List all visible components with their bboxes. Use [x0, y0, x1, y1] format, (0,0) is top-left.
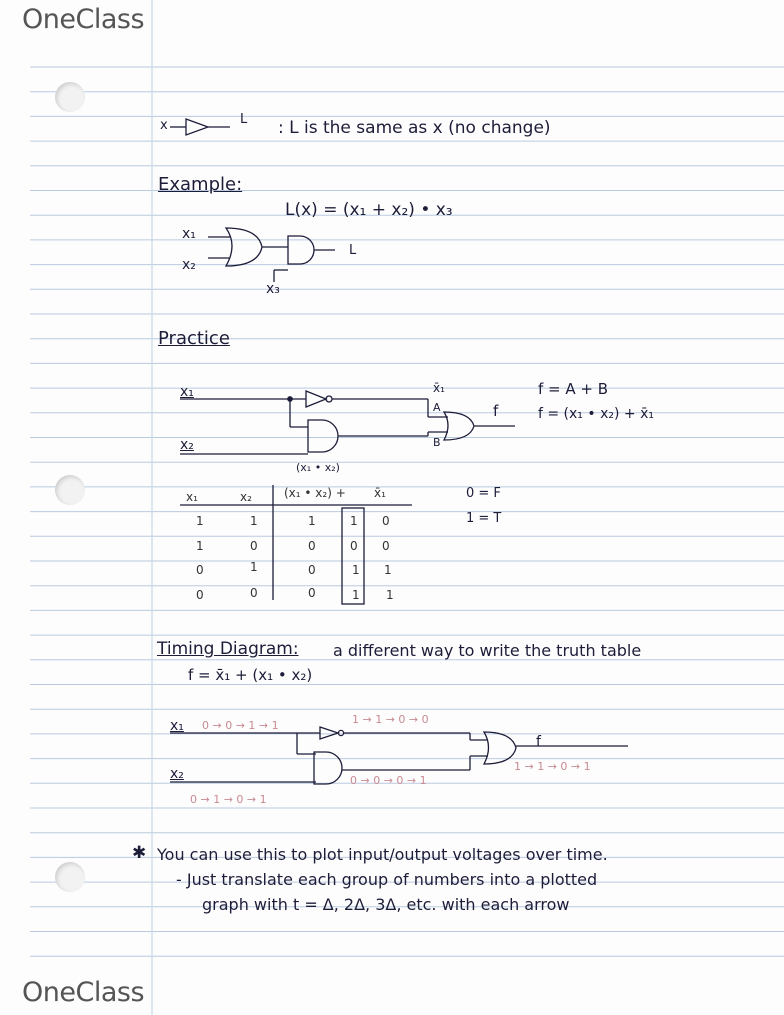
not-gate-icon [320, 727, 338, 739]
star-bullet-icon: ✱ [132, 843, 147, 863]
and-gate-icon [308, 420, 338, 452]
seq-x1: 0 → 0 → 1 → 1 [202, 719, 279, 732]
note-line-1: You can use this to plot input/output voltages over time. [157, 845, 608, 864]
not-gate-icon [306, 391, 326, 407]
example-expression: L(x) = (x₁ + x₂) • x₃ [285, 200, 453, 220]
timing-x1-label: x₁ [170, 718, 184, 734]
example-heading: Example: [158, 174, 243, 195]
truth-table-lines [180, 485, 412, 604]
table-cell: 1 [386, 588, 394, 602]
table-cell: 0 [350, 539, 358, 553]
practice-equation-2: f = (x₁ • x₂) + x̄₁ [538, 406, 654, 422]
timing-equation: f = x̄₁ + (x₁ • x₂) [188, 666, 313, 684]
table-header-x2: x₂ [240, 490, 252, 504]
table-cell: 1 [350, 514, 358, 528]
table-header-and: (x₁ • x₂) + [284, 486, 346, 500]
buffer-input-label: x [160, 118, 168, 133]
practice-circuit [180, 391, 515, 454]
practice-equation-1: f = A + B [538, 380, 609, 398]
or-gate-icon [444, 412, 474, 440]
table-cell: 1 [352, 588, 360, 602]
table-cell: 0 [196, 588, 204, 602]
timing-heading: Timing Diagram: [157, 639, 299, 659]
example-x1-label: x₁ [182, 226, 196, 242]
legend-true: 1 = T [466, 511, 502, 526]
practice-A-label: A [433, 401, 441, 414]
buffer-note-text: : L is the same as x (no change) [278, 118, 551, 138]
practice-f-label: f [493, 402, 499, 420]
oneclass-logo-bottom: OneClass [22, 977, 145, 1008]
table-cell: 0 [250, 539, 258, 553]
table-cell: 0 [196, 563, 204, 577]
oneclass-logo-top: OneClass [22, 4, 145, 35]
table-cell: 0 [308, 539, 316, 553]
table-cell: 0 [382, 514, 390, 528]
practice-not-x1-label: x̄₁ [433, 381, 445, 395]
timing-subtitle: a different way to write the truth table [333, 641, 642, 660]
legend-false: 0 = F [466, 486, 501, 501]
table-cell: 0 [250, 586, 258, 600]
and-gate-icon [262, 236, 335, 282]
table-cell: 1 [196, 539, 204, 553]
practice-x1-label: x₁ [180, 384, 194, 400]
table-cell: 0 [308, 563, 316, 577]
seq-f: 1 → 1 → 0 → 1 [514, 760, 591, 773]
timing-circuit [170, 727, 628, 784]
note-line-2: - Just translate each group of numbers into a plotted [176, 870, 598, 889]
table-cell: 1 [250, 514, 258, 528]
table-cell: 1 [308, 514, 316, 528]
table-cell: 0 [308, 586, 316, 600]
practice-heading: Practice [158, 328, 230, 349]
buffer-gate-icon [170, 119, 230, 135]
table-cell: 1 [250, 560, 258, 574]
and-gate-icon [314, 752, 342, 784]
seq-and: 0 → 0 → 0 → 1 [350, 774, 427, 787]
example-x2-label: x₂ [182, 257, 196, 273]
table-cell: 1 [384, 563, 392, 577]
or-gate-icon [484, 732, 516, 764]
practice-x2-label: x₂ [180, 437, 194, 453]
example-L-label: L [349, 243, 357, 258]
or-gate-icon [208, 228, 262, 266]
seq-x2: 0 → 1 → 0 → 1 [190, 793, 267, 806]
seq-not-x1: 1 → 1 → 0 → 0 [352, 713, 429, 726]
table-cell: 1 [196, 514, 204, 528]
table-header-x1: x₁ [186, 490, 198, 504]
table-cell: 0 [382, 539, 390, 553]
practice-and-term: (x₁ • x₂) [296, 461, 340, 474]
timing-x2-label: x₂ [170, 766, 184, 782]
table-cell: 1 [352, 563, 360, 577]
example-x3-label: x₃ [266, 281, 280, 297]
note-line-3: graph with t = Δ, 2Δ, 3Δ, etc. with each arrow [202, 895, 570, 914]
timing-f-label: f [536, 734, 541, 750]
practice-B-label: B [433, 436, 441, 449]
table-header-not-x1: x̄₁ [374, 486, 386, 500]
buffer-output-label: L [240, 112, 248, 127]
